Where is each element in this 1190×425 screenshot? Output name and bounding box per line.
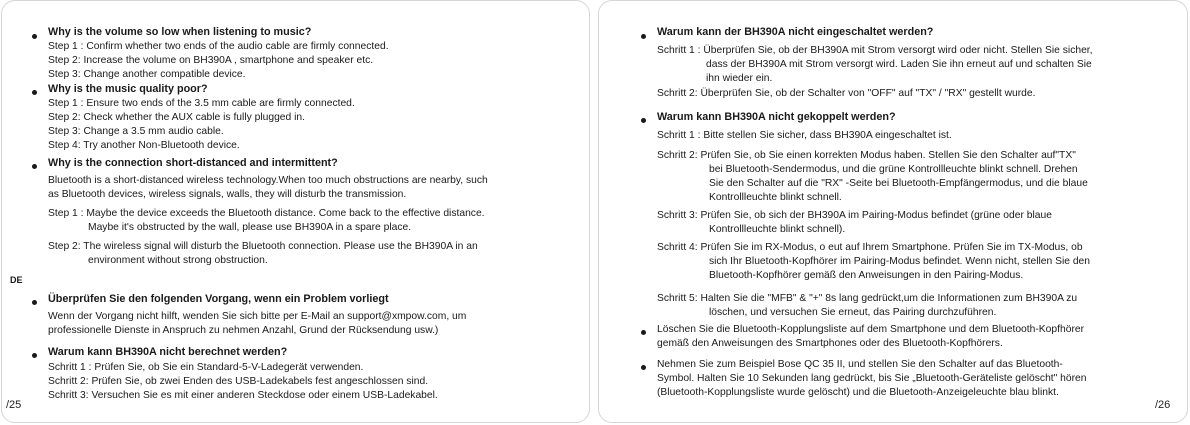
- faq-step-cont: Kontrollleuchte blinkt schnell).: [709, 224, 846, 235]
- bullet-icon: [32, 300, 37, 305]
- faq-step: Step 2: Increase the volume on BH390A , smartphone and speaker etc.: [48, 55, 374, 66]
- right-page: [598, 0, 1188, 423]
- faq-bullet-text: Nehmen Sie zum Beispiel Bose QC 35 II, und stellen Sie den Schalter auf das Bluetooth-: [657, 359, 1063, 370]
- faq-step: Schritt 1 : Prüfen Sie, ob Sie ein Standard-5-V-Ladegerät verwenden.: [48, 362, 364, 373]
- faq-step: Schritt 2: Prüfen Sie, ob zwei Enden des USB-Ladekabels fest angeschlossen sind.: [48, 376, 429, 387]
- faq-step: Step 1 : Ensure two ends of the 3.5 mm cable are firmly connected.: [48, 98, 355, 109]
- faq-step: Schritt 4: Prüfen Sie im RX-Modus, o eut auf Ihrem Smartphone. Prüfen Sie im TX-Modus, ob: [657, 242, 1083, 253]
- faq-step-cont: Maybe it's obstructed by the wall, please use BH390A in a spare place.: [88, 222, 412, 233]
- faq-text: Wenn der Vorgang nicht hilft, wenden Sie sich bitte per E-Mail an support@xmpow.com, um: [48, 311, 467, 322]
- faq-step-cont: Bluetooth-Kopfhörer gemäß den Anweisungen in den Pairing-Modus.: [709, 270, 1024, 281]
- faq-step: Schritt 1 : Überprüfen Sie, ob der BH390A mit Strom versorgt wird oder nicht. Stellen Sie sicher,: [657, 45, 1093, 56]
- faq-step-cont: Kontrollleuchte blinkt schnell.: [709, 192, 842, 203]
- bullet-icon: [641, 330, 646, 335]
- faq-bullet-text: Löschen Sie die Bluetooth-Kopplungsliste auf dem Smartphone und dem Bluetooth-Kopfhörer: [657, 324, 1085, 335]
- faq-bullet-text: (Bluetooth-Kopplungsliste wurde gelöscht) und die Bluetooth-Anzeigeleuchte blau blinkt.: [657, 387, 1059, 398]
- faq-question: Warum kann der BH390A nicht eingeschaltet werden?: [657, 26, 934, 38]
- language-marker: DE: [10, 275, 23, 285]
- page-number: /25: [6, 399, 22, 411]
- faq-step-cont: sich Ihr Bluetooth-Kopfhörer im Pairing-Modus befindet. Wenn nicht, stellen Sie den: [709, 256, 1090, 267]
- faq-step: Schritt 1 : Bitte stellen Sie sicher, dass BH390A eingeschaltet ist.: [657, 130, 952, 141]
- bullet-icon: [32, 90, 37, 95]
- faq-step: Step 1 : Confirm whether two ends of the audio cable are firmly connected.: [48, 41, 389, 52]
- faq-question: Why is the connection short-distanced and intermittent?: [48, 157, 338, 169]
- bullet-icon: [32, 34, 37, 39]
- bullet-icon: [641, 118, 646, 123]
- faq-question: Why is the music quality poor?: [48, 83, 208, 95]
- bullet-icon: [641, 34, 646, 39]
- page-number: /26: [1155, 399, 1171, 411]
- faq-step: Step 2: Check whether the AUX cable is fully plugged in.: [48, 112, 305, 123]
- faq-text: Bluetooth is a short-distanced wireless technology.When too much obstructions are nearby, such: [48, 175, 488, 186]
- faq-text: professionelle Dienste in Anspruch zu nehmen Anzahl, Grund der Rücksendung usw.): [48, 325, 439, 336]
- faq-step-cont: löschen, und versuchen Sie erneut, das Pairing durchzuführen.: [709, 307, 997, 318]
- faq-step: Schritt 5: Halten Sie die "MFB" & "+" 8s lang gedrückt,um die Informationen zum BH390A zu: [657, 293, 1078, 304]
- left-page: [1, 0, 590, 423]
- faq-step: Step 4: Try another Non-Bluetooth device.: [48, 140, 240, 151]
- faq-step-cont: bei Bluetooth-Sendermodus, und die grüne Kontrollleuchte blinkt schnell. Drehen: [709, 164, 1078, 175]
- faq-step: Schritt 3: Versuchen Sie es mit einer anderen Steckdose oder einem USB-Ladekabel.: [48, 390, 438, 401]
- bullet-icon: [32, 164, 37, 169]
- faq-step-cont: dass der BH390A mit Strom versorgt wird. Laden Sie ihn erneut auf und schalten Sie: [706, 59, 1092, 70]
- faq-question: Warum kann BH390A nicht berechnet werden?: [48, 346, 288, 358]
- faq-question: Warum kann BH390A nicht gekoppelt werden?: [657, 111, 896, 123]
- faq-question: Why is the volume so low when listening to music?: [48, 26, 312, 38]
- bullet-icon: [32, 353, 37, 358]
- faq-step: Step 3: Change a 3.5 mm audio cable.: [48, 126, 224, 137]
- faq-step: Step 1 : Maybe the device exceeds the Bluetooth distance. Come back to the effective distance.: [48, 208, 485, 219]
- faq-step: Step 3: Change another compatible device.: [48, 69, 246, 80]
- faq-step: Schritt 3: Prüfen Sie, ob sich der BH390A im Pairing-Modus befindet (grüne oder blaue: [657, 210, 1052, 221]
- faq-text: as Bluetooth devices, wireless signals, walls, they will disturb the transmission.: [48, 189, 407, 200]
- faq-bullet-text: gemäß den Anweisungen des Smartphones oder des Bluetooth-Kopfhörers.: [657, 338, 1003, 349]
- faq-step-cont: ihn wieder ein.: [706, 73, 773, 84]
- faq-step: Step 2: The wireless signal will disturb the Bluetooth connection. Please use the BH390A in an: [48, 241, 478, 252]
- faq-step: Schritt 2: Überprüfen Sie, ob der Schalter von "OFF" auf "TX" / "RX" gestellt wurde.: [657, 88, 1036, 99]
- faq-step-cont: environment without strong obstruction.: [88, 255, 268, 266]
- bullet-icon: [641, 365, 646, 370]
- faq-step: Schritt 2: Prüfen Sie, ob Sie einen korrekten Modus haben. Stellen Sie den Schalter auf"TX": [657, 150, 1076, 161]
- faq-question: Überprüfen Sie den folgenden Vorgang, wenn ein Problem vorliegt: [48, 293, 389, 305]
- faq-bullet-text: Symbol. Halten Sie 10 Sekunden lang gedrückt, bis Sie „Bluetooth-Geräteliste gelöscht" hören: [657, 373, 1087, 384]
- faq-step-cont: Sie den Schalter auf die "RX" -Seite bei Bluetooth-Empfängermodus, und die blaue: [709, 178, 1088, 189]
